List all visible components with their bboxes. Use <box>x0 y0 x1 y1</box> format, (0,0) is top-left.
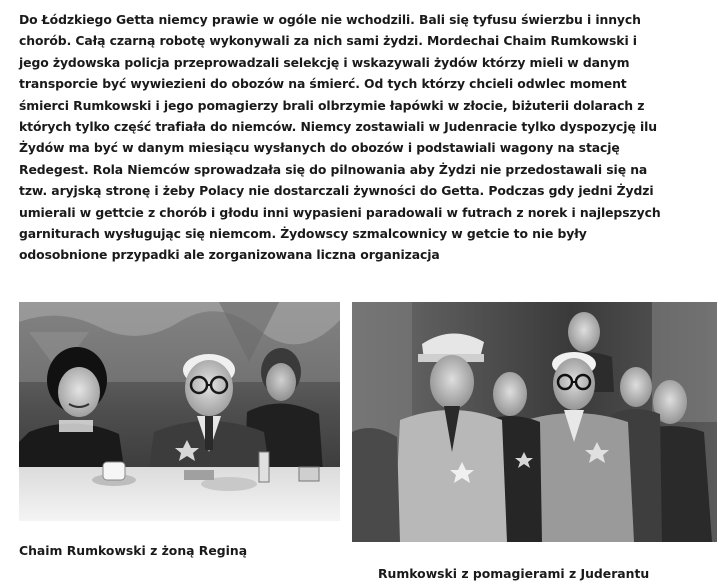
article-line: chorób. Całą czarną robotę wykonywali za nich sami żydzi. Mordechai Chaim Rumkowski i <box>19 33 637 49</box>
article-line: tzw. aryjską stronę i żeby Polacy nie dostarczali żywności do Getta. Podczas gdy jedni Żydzi <box>19 183 654 199</box>
article-line: jego żydowska policja przeprowadzali selekcję i wskazywali żydów którzy mieli w danym <box>19 54 630 70</box>
article-line: Do Łódzkiego Getta niemcy prawie w ogóle nie wchodzili. Bali się tyfusu świerzbu i innych <box>19 12 641 27</box>
article-line: garniturach wysługując się niemcom. Żydowscy szmalcownicy w getcie to nie były <box>19 226 587 242</box>
article-line: śmierci Rumkowski i jego pomagierzy brali olbrzymie łapówki w złocie, biżuterii dolarach z <box>19 97 645 113</box>
photo-rumkowski-helpers <box>352 302 717 542</box>
article-line: Redegest. Rola Niemców sprowadzała się do pilnowania aby Żydzi nie przedostawali się na <box>19 161 648 177</box>
photo-caption-right: Rumkowski z pomagierami z Juderantu <box>378 566 650 581</box>
article-text <box>19 9 709 266</box>
photo-rumkowski-wife-image <box>19 302 340 521</box>
article-line: których tylko część trafiała do niemców. Niemcy zostawiali w Judenracie tylko dyspozycję ilu <box>19 119 657 135</box>
article-line: umierali w gettcie z chorób i głodu inni wypasieni paradowali w futrach z norek i najlepszych <box>19 204 661 220</box>
photo-rumkowski-helpers-image <box>352 302 717 542</box>
article-line: transporcie być wywiezieni do obozów na śmierć. Od tych którzy chcieli odwlec moment <box>19 76 627 92</box>
article-line: Żydów ma być w danym miesiącu wysłanych do obozów i podstawiali wagony na stację <box>19 140 620 156</box>
photo-caption-left: Chaim Rumkowski z żoną Reginą <box>19 543 248 558</box>
article-line: odosobnione przypadki ale zorganizowana liczna organizacja <box>19 247 440 263</box>
photo-rumkowski-wife <box>19 302 340 521</box>
